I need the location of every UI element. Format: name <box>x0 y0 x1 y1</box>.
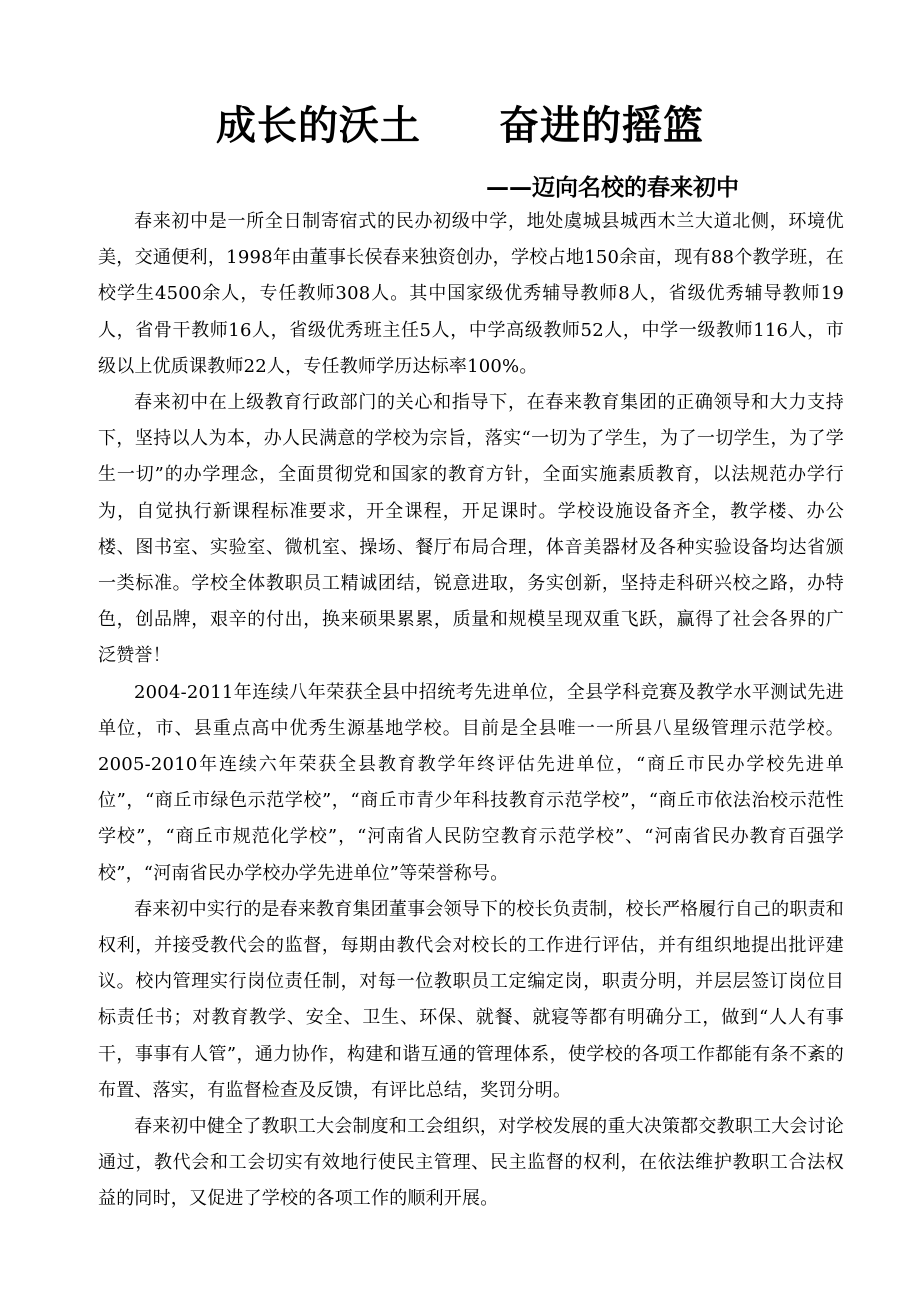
paragraph-intro: 春来初中是一所全日制寄宿式的民办初级中学，地处虞城县城西木兰大道北侧，环境优美，交通便利，1998年由董事长侯春来独资创办，学校占地150余亩，现有88个教学班，在校学生4500余人，专任教师308人。其中国家级优秀辅导教师8人，省级优秀辅导教师19人，省骨干教师16人，省级优秀班主任5人，中学高级教师52人，中学一级教师116人，市级以上优质课教师22人，专任教师学历达标率100%。 <box>98 211 844 377</box>
document-title <box>0 96 920 156</box>
document-subtitle: ——迈向名校的春来初中 <box>486 175 739 201</box>
document-body <box>98 204 844 1218</box>
paragraph-management: 春来初中实行的是春来教育集团董事会领导下的校长负责制，校长严格履行自己的职责和权利，并接受教代会的监督，每期由教代会对校长的工作进行评估，并有组织地提出批评建议。校内管理实行岗位责任制，对每一位教职员工定编定岗，职责分明，并层层签订岗位目标责任书；对教育教学、安全、卫生、环保、就餐、就寝等都有明确分工，做到“人人有事干，事事有人管”，通力协作，构建和谐互通的管理体系，使学校的各项工作都能有条不紊的布置、落实，有监督检查及反馈，有评比总结，奖罚分明。 <box>98 898 844 1101</box>
title-part-1: 成长的沃土 <box>216 103 421 149</box>
paragraph-honors: 2004-2011年连续八年荣获全县中招统考先进单位，全县学科竞赛及教学水平测试先进单位，市、县重点高中优秀生源基地学校。目前是全县唯一一所县八星级管理示范学校。2005-2010年连续六年荣获全县教育教学年终评估先进单位，“商丘市民办学校先进单位”，“商丘市绿色示范学校”，“商丘市青少年科技教育示范学校”，“商丘市依法治校示范性学校”，“商丘市规范化学校”，“河南省人民防空教育示范学校”、“河南省民办教育百强学校”，“河南省民办学校办学先进单位”等荣誉称号。 <box>98 681 844 884</box>
paragraph-philosophy: 春来初中在上级教育行政部门的关心和指导下，在春来教育集团的正确领导和大力支持下，坚持以人为本，办人民满意的学校为宗旨，落实“一切为了学生，为了一切学生，为了学生一切”的办学理念，全面贯彻党和国家的教育方针，全面实施素质教育，以法规范办学行为，自觉执行新课程标准要求，开全课程，开足课时。学校设施设备齐全，教学楼、办公楼、图书室、实验室、微机室、操场、餐厅布局合理，体音美器材及各种实验设备均达省颁一类标准。学校全体教职员工精诚团结，锐意进取，务实创新，坚持走科研兴校之路，办特色，创品牌，艰辛的付出，换来硕果累累，质量和规模呈现双重飞跃，赢得了社会各界的广泛赞誉！ <box>98 392 844 667</box>
title-part-2: 奋进的摇篮 <box>499 103 704 149</box>
paragraph-union: 春来初中健全了教职工大会制度和工会组织，对学校发展的重大决策都交教职工大会讨论通过，教代会和工会切实有效地行使民主管理、民主监督的权利，在依法维护教职工合法权益的同时，又促进了学校的各项工作的顺利开展。 <box>98 1116 844 1210</box>
